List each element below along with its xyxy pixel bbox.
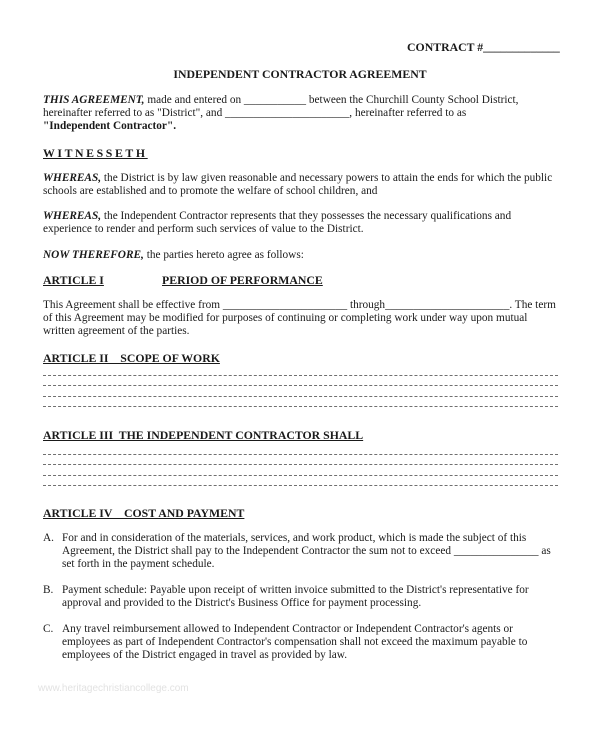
- whereas-2-lead: WHEREAS,: [43, 210, 102, 222]
- now-therefore-text: the parties hereto agree as follows:: [146, 249, 304, 261]
- document-title: INDEPENDENT CONTRACTOR AGREEMENT: [173, 67, 427, 81]
- whereas-2-text: the Independent Contractor represents that they possesses the necessary qualifications and experience to render and perform such services of value to the District.: [43, 210, 512, 235]
- now-therefore-lead: NOW THEREFORE,: [43, 249, 144, 261]
- whereas-1-lead: WHEREAS,: [43, 172, 102, 184]
- article-4-heading: ARTICLE IV COST AND PAYMENT: [43, 506, 245, 520]
- now-therefore-paragraph: [43, 249, 558, 262]
- item-text: Payment schedule: Payable upon receipt of written invoice submitted to the District's representative for approval and provided to the District's Business Office for payment processing.: [62, 584, 529, 609]
- blank-line: [43, 376, 558, 387]
- contract-number: CONTRACT #_____________: [407, 40, 560, 54]
- contractor-duties-blank-lines: [43, 444, 558, 486]
- watermark: www.heritagechristiancollege.com: [38, 683, 189, 694]
- intro-line-2: hereinafter referred to as "District", and ______________________, hereinafter referred to as: [43, 107, 467, 119]
- scope-of-work-blank-lines: [43, 365, 558, 407]
- intro-lead: THIS AGREEMENT,: [43, 94, 145, 106]
- blank-line: [43, 465, 558, 476]
- article-1-label: ARTICLE I: [43, 273, 104, 287]
- payment-item-a: [43, 532, 558, 571]
- intro-party: "Independent Contractor".: [43, 120, 177, 132]
- article-1-heading: PERIOD OF PERFORMANCE: [162, 273, 323, 287]
- payment-item-c: [43, 623, 558, 662]
- article-3-heading: ARTICLE III THE INDEPENDENT CONTRACTOR SHALL: [43, 428, 364, 442]
- blank-line: [43, 476, 558, 487]
- whereas-1-text: the District is by law given reasonable and necessary powers to attain the ends for which the public schools are established and to promote the welfare of school children, and: [43, 172, 553, 197]
- item-label: C.: [43, 623, 54, 635]
- intro-line-1: made and entered on ___________ between the Churchill County School District,: [147, 94, 519, 106]
- blank-line: [43, 455, 558, 466]
- whereas-paragraph-1: [43, 172, 558, 198]
- witnesseth-heading: WITNESSETH: [43, 146, 148, 160]
- blank-line: [43, 444, 558, 455]
- payment-item-b: [43, 584, 558, 610]
- article-2-heading: ARTICLE II SCOPE OF WORK: [43, 351, 220, 365]
- item-text: For and in consideration of the materials, services, and work product, which is made the subject of this Agreement, the District shall pay to the Independent Contractor the sum not to exceed _______________ as set forth in the payment schedule.: [62, 532, 551, 570]
- item-label: B.: [43, 584, 54, 596]
- intro-paragraph: [43, 94, 558, 133]
- item-text: Any travel reimbursement allowed to Independent Contractor or Independent Contractor's agents or employees as part of Independent Contractor's compensation shall not exceed the maximum payable to employees of the District engaged in travel as provided by law.: [62, 623, 528, 661]
- item-label: A.: [43, 532, 54, 544]
- blank-line: [43, 386, 558, 397]
- blank-line: [43, 365, 558, 376]
- whereas-paragraph-2: [43, 210, 558, 236]
- article-1-text: This Agreement shall be effective from ______________________ through______________________. The term of this Agreement may be modified for purposes of continuing or completing work under way upon mutual written agreement of the parties.: [43, 299, 556, 337]
- blank-line: [43, 397, 558, 408]
